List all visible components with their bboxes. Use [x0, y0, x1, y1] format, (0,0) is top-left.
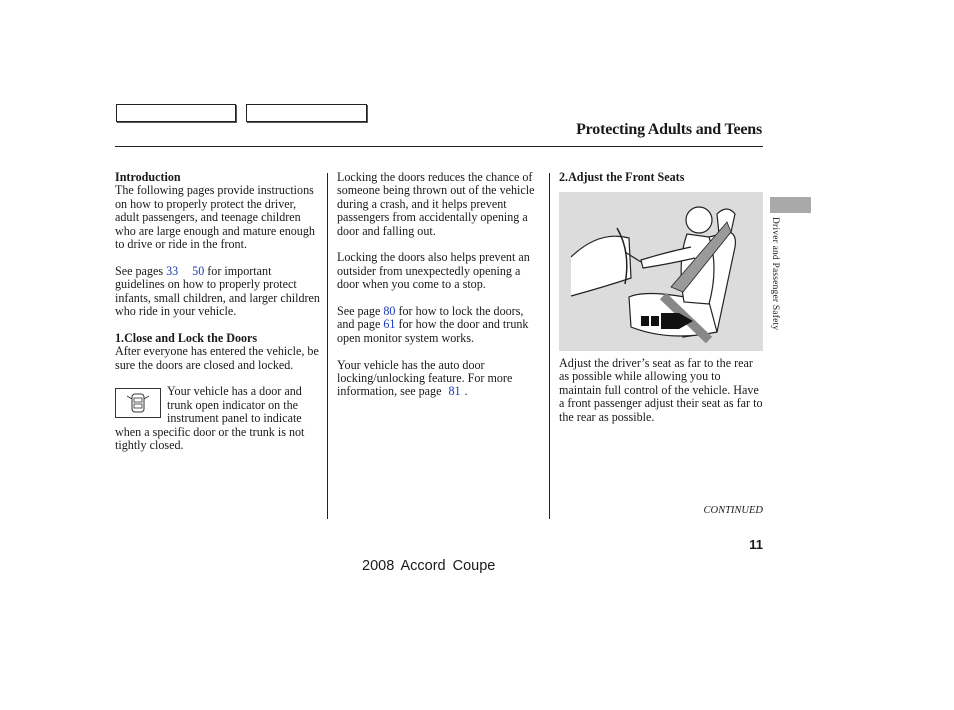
see-pages-prefix: See pages: [115, 263, 164, 278]
page-link-50[interactable]: 50: [192, 263, 205, 278]
page-link-61[interactable]: 61: [383, 317, 396, 332]
section2-heading: 2.Adjust the Front Seats: [559, 170, 685, 184]
indicator-paragraph: [115, 385, 320, 452]
intro-paragraph: [115, 171, 320, 251]
continued-label: CONTINUED: [703, 505, 763, 516]
column-divider-2: [549, 173, 550, 519]
section-side-label: Driver and Passenger Safety: [770, 217, 780, 331]
driver-seat-icon: [559, 192, 763, 351]
intro-text: The following pages provide instructions on how to properly protect the driver, adult passengers, and teenage children who are large enough and mature enough to drive or ride in the front.: [115, 183, 315, 252]
page-link-81[interactable]: 81: [448, 384, 461, 399]
see-pages-suffix: for important guidelines on how to properly protect infants, small children, and larger children who ride in your vehicle.: [115, 263, 320, 319]
col2-paragraph-4: [337, 359, 542, 399]
para3-mid: for how to lock the doors, and page: [337, 304, 524, 332]
col2-paragraph-1: Locking the doors reduces the chance of someone being thrown out of the vehicle during a crash, and it helps prevent passengers from accidentally opening a door and falling out.: [337, 170, 535, 238]
section1-paragraph: [115, 332, 320, 372]
para3-prefix: See page: [337, 304, 381, 319]
header-tab-box-right: [246, 104, 367, 122]
seat-adjust-illustration: [559, 192, 763, 351]
section2-heading-para: [559, 171, 765, 184]
col2-paragraph-3: [337, 305, 542, 345]
see-pages-paragraph: [115, 265, 320, 319]
header-rule: [115, 146, 763, 147]
para4-prefix: Your vehicle has the auto door locking/unlocking feature. For more information, see page: [337, 357, 513, 399]
page-number: 11: [749, 537, 763, 552]
para4-suffix: .: [464, 384, 468, 399]
section-side-tab: [770, 197, 811, 213]
para3-suffix: for how the door and trunk open monitor system works.: [337, 317, 529, 345]
page-link-33[interactable]: 33: [166, 263, 179, 278]
header-tab-box-left: [116, 104, 236, 122]
section1-heading: 1.Close and Lock the Doors: [115, 330, 258, 345]
door-open-indicator-icon: [115, 388, 161, 418]
model-footer: 2008 Accord Coupe: [362, 558, 496, 574]
intro-heading: Introduction: [115, 170, 181, 184]
page-title: Protecting Adults and Teens: [576, 121, 762, 138]
column-2: [337, 171, 542, 412]
section1-text: After everyone has entered the vehicle, be sure the doors are closed and locked.: [115, 344, 319, 372]
column-divider-1: [327, 173, 328, 519]
column-1: [115, 171, 320, 466]
column-3-text: [559, 357, 765, 437]
col2-paragraph-2: Locking the doors also helps prevent an outsider from unexpectedly opening a door when you come to a stop.: [337, 250, 530, 292]
indicator-text: Your vehicle has a door and trunk open indicator on the instrument panel to indicate when a specific door or the trunk is not tightly closed.: [115, 384, 305, 453]
page-link-80[interactable]: 80: [383, 304, 396, 319]
section2-text: Adjust the driver’s seat as far to the rear as possible while allowing you to maintain full control of the vehicle. Have a front passenger adjust their seat as far to the rear as possible.: [559, 356, 763, 424]
